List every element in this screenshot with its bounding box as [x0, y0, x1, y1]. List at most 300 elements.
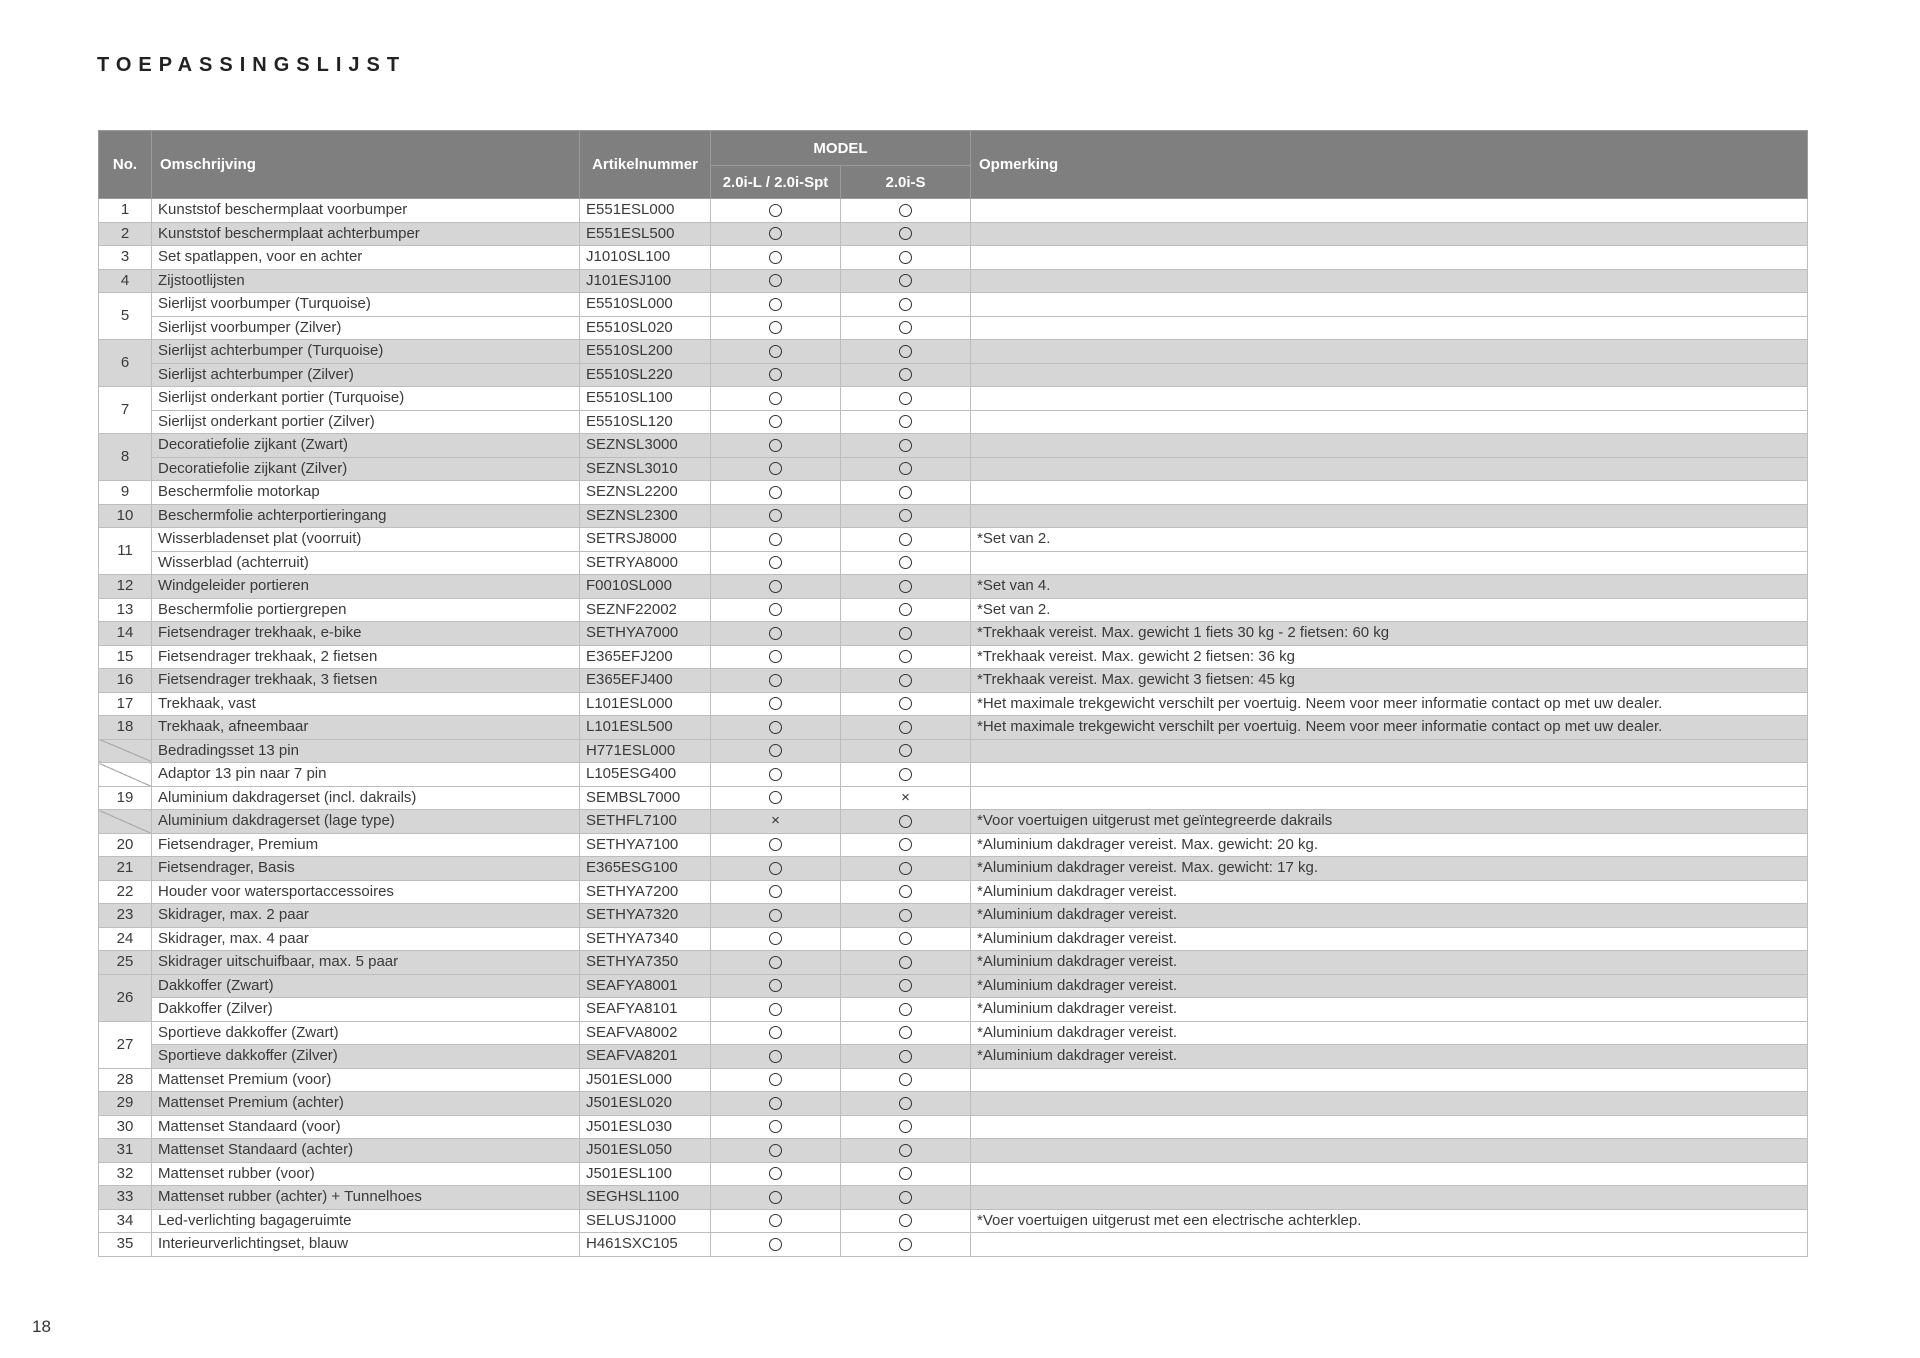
cell-artikelnummer: SETRSJ8000 [580, 528, 711, 552]
cell-omschrijving: Zijstootlijsten [152, 269, 580, 293]
cell-model-a [711, 786, 841, 810]
available-icon [769, 1144, 782, 1157]
available-icon [769, 509, 782, 522]
table-row [99, 316, 1808, 340]
cell-no: 26 [99, 974, 152, 1021]
cell-opmerking: *Aluminium dakdrager vereist. Max. gewicht: 20 kg. [971, 833, 1808, 857]
available-icon [769, 1167, 782, 1180]
cell-artikelnummer: J501ESL100 [580, 1162, 711, 1186]
available-icon [899, 1073, 912, 1086]
cell-model-b [841, 222, 971, 246]
cell-artikelnummer: SETHYA7100 [580, 833, 711, 857]
cell-model-a [711, 951, 841, 975]
available-icon [899, 462, 912, 475]
available-icon [899, 1050, 912, 1063]
cell-no: 28 [99, 1068, 152, 1092]
cell-model-a [711, 622, 841, 646]
cell-model-b [841, 1233, 971, 1257]
table-row [99, 1021, 1808, 1045]
cell-model-a [711, 1021, 841, 1045]
not-available-icon: × [901, 788, 910, 806]
cell-artikelnummer: E5510SL000 [580, 293, 711, 317]
available-icon [899, 1214, 912, 1227]
cell-model-a [711, 528, 841, 552]
cell-no: 22 [99, 880, 152, 904]
table-row [99, 645, 1808, 669]
available-icon [899, 1238, 912, 1251]
cell-omschrijving: Decoratiefolie zijkant (Zilver) [152, 457, 580, 481]
cell-opmerking: *Voor voertuigen uitgerust met geïntegreerde dakrails [971, 810, 1808, 834]
header-artikelnummer: Artikelnummer [580, 131, 711, 199]
table-row [99, 363, 1808, 387]
cell-model-b [841, 1092, 971, 1116]
cell-artikelnummer: H461SXC105 [580, 1233, 711, 1257]
cell-artikelnummer: E5510SL200 [580, 340, 711, 364]
cell-no: 17 [99, 692, 152, 716]
available-icon [769, 1003, 782, 1016]
cell-opmerking [971, 387, 1808, 411]
cell-no: 35 [99, 1233, 152, 1257]
cell-model-b [841, 387, 971, 411]
table-row [99, 810, 1808, 834]
cell-model-b [841, 598, 971, 622]
cell-omschrijving: Skidrager, max. 2 paar [152, 904, 580, 928]
cell-omschrijving: Mattenset Standaard (voor) [152, 1115, 580, 1139]
cell-no: 4 [99, 269, 152, 293]
cell-omschrijving: Skidrager, max. 4 paar [152, 927, 580, 951]
available-icon [769, 251, 782, 264]
cell-omschrijving: Trekhaak, vast [152, 692, 580, 716]
available-icon [899, 744, 912, 757]
cell-no: 14 [99, 622, 152, 646]
cell-omschrijving: Windgeleider portieren [152, 575, 580, 599]
table-row [99, 504, 1808, 528]
cell-model-b [841, 857, 971, 881]
cell-no: 16 [99, 669, 152, 693]
table-row [99, 1209, 1808, 1233]
cell-no [99, 810, 152, 834]
available-icon [769, 1191, 782, 1204]
cell-model-a [711, 1068, 841, 1092]
available-icon [769, 627, 782, 640]
available-icon [769, 909, 782, 922]
available-icon [769, 838, 782, 851]
cell-opmerking: *Aluminium dakdrager vereist. [971, 998, 1808, 1022]
available-icon [769, 1214, 782, 1227]
cell-omschrijving: Bedradingsset 13 pin [152, 739, 580, 763]
available-icon [899, 274, 912, 287]
cell-no: 8 [99, 434, 152, 481]
cell-model-b [841, 692, 971, 716]
cell-omschrijving: Fietsendrager trekhaak, e-bike [152, 622, 580, 646]
available-icon [769, 368, 782, 381]
cell-artikelnummer: L101ESL000 [580, 692, 711, 716]
cell-model-a [711, 1115, 841, 1139]
cell-omschrijving: Mattenset Premium (voor) [152, 1068, 580, 1092]
cell-no [99, 763, 152, 787]
available-icon [769, 744, 782, 757]
cell-no: 34 [99, 1209, 152, 1233]
cell-opmerking: *Trekhaak vereist. Max. gewicht 1 fiets 30 kg - 2 fietsen: 60 kg [971, 622, 1808, 646]
cell-opmerking [971, 1115, 1808, 1139]
cell-no: 32 [99, 1162, 152, 1186]
cell-model-b [841, 622, 971, 646]
cell-no: 12 [99, 575, 152, 599]
cell-model-a [711, 410, 841, 434]
available-icon [769, 227, 782, 240]
available-icon [769, 298, 782, 311]
table-row [99, 1186, 1808, 1210]
table-row [99, 551, 1808, 575]
cell-model-a [711, 904, 841, 928]
cell-artikelnummer: L101ESL500 [580, 716, 711, 740]
cell-omschrijving: Fietsendrager, Basis [152, 857, 580, 881]
cell-omschrijving: Wisserblad (achterruit) [152, 551, 580, 575]
cell-model-a [711, 363, 841, 387]
available-icon [899, 321, 912, 334]
table-row [99, 951, 1808, 975]
cell-model-a [711, 1045, 841, 1069]
cell-opmerking [971, 293, 1808, 317]
cell-artikelnummer: J501ESL020 [580, 1092, 711, 1116]
cell-model-a [711, 293, 841, 317]
cell-no: 9 [99, 481, 152, 505]
cell-omschrijving: Sierlijst achterbumper (Zilver) [152, 363, 580, 387]
cell-model-b [841, 340, 971, 364]
cell-model-a [711, 575, 841, 599]
available-icon [899, 1003, 912, 1016]
available-icon [769, 1097, 782, 1110]
cell-artikelnummer: SETHYA7340 [580, 927, 711, 951]
cell-opmerking: *Set van 2. [971, 528, 1808, 552]
cell-no [99, 739, 152, 763]
cell-no: 11 [99, 528, 152, 575]
table-row [99, 1162, 1808, 1186]
cell-model-b [841, 645, 971, 669]
cell-omschrijving: Set spatlappen, voor en achter [152, 246, 580, 270]
cell-opmerking: *Het maximale trekgewicht verschilt per voertuig. Neem voor meer informatie contact op met uw dealer. [971, 716, 1808, 740]
cell-opmerking [971, 1092, 1808, 1116]
cell-artikelnummer: SETHYA7200 [580, 880, 711, 904]
table-row [99, 880, 1808, 904]
available-icon [769, 1238, 782, 1251]
cell-opmerking [971, 199, 1808, 223]
cell-artikelnummer: E5510SL100 [580, 387, 711, 411]
available-icon [899, 486, 912, 499]
cell-model-a [711, 692, 841, 716]
cell-model-a [711, 434, 841, 458]
cell-model-b [841, 1139, 971, 1163]
cell-model-b [841, 293, 971, 317]
available-icon [899, 439, 912, 452]
available-icon [769, 415, 782, 428]
cell-no: 25 [99, 951, 152, 975]
cell-model-b [841, 551, 971, 575]
available-icon [899, 768, 912, 781]
cell-no: 15 [99, 645, 152, 669]
available-icon [769, 345, 782, 358]
table-row [99, 927, 1808, 951]
cell-model-a [711, 1233, 841, 1257]
cell-artikelnummer: SEZNSL3010 [580, 457, 711, 481]
cell-opmerking [971, 269, 1808, 293]
available-icon [769, 321, 782, 334]
cell-artikelnummer: E5510SL120 [580, 410, 711, 434]
cell-opmerking [971, 410, 1808, 434]
cell-model-b [841, 199, 971, 223]
cell-opmerking: *Set van 4. [971, 575, 1808, 599]
cell-artikelnummer: E551ESL500 [580, 222, 711, 246]
cell-artikelnummer: E365EFJ400 [580, 669, 711, 693]
cell-artikelnummer: SEAFYA8001 [580, 974, 711, 998]
table-row [99, 1045, 1808, 1069]
available-icon [899, 1167, 912, 1180]
available-icon [899, 603, 912, 616]
cell-model-a [711, 340, 841, 364]
cell-omschrijving: Kunststof beschermplaat voorbumper [152, 199, 580, 223]
cell-opmerking: *Trekhaak vereist. Max. gewicht 3 fietsen: 45 kg [971, 669, 1808, 693]
available-icon [899, 298, 912, 311]
cell-model-b [841, 269, 971, 293]
table-row [99, 528, 1808, 552]
page-title: TOEPASSINGSLIJST [97, 54, 407, 76]
available-icon [769, 885, 782, 898]
cell-omschrijving: Sierlijst achterbumper (Turquoise) [152, 340, 580, 364]
cell-opmerking: *Aluminium dakdrager vereist. [971, 951, 1808, 975]
cell-omschrijving: Mattenset Standaard (achter) [152, 1139, 580, 1163]
cell-opmerking [971, 504, 1808, 528]
available-icon [769, 580, 782, 593]
available-icon [899, 1191, 912, 1204]
cell-artikelnummer: F0010SL000 [580, 575, 711, 599]
cell-artikelnummer: SEZNF22002 [580, 598, 711, 622]
available-icon [899, 956, 912, 969]
table-row [99, 739, 1808, 763]
page-number: 18 [32, 1317, 51, 1336]
cell-model-b [841, 669, 971, 693]
cell-model-a [711, 739, 841, 763]
cell-opmerking: *Voer voertuigen uitgerust met een electrische achterklep. [971, 1209, 1808, 1233]
available-icon [899, 1120, 912, 1133]
available-icon [899, 368, 912, 381]
header-no: No. [99, 131, 152, 199]
cell-model-a [711, 1186, 841, 1210]
cell-model-b [841, 810, 971, 834]
cell-opmerking: *Aluminium dakdrager vereist. [971, 1045, 1808, 1069]
cell-model-b [841, 1021, 971, 1045]
available-icon [899, 415, 912, 428]
cell-opmerking [971, 1139, 1808, 1163]
cell-opmerking [971, 763, 1808, 787]
cell-omschrijving: Led-verlichting bagageruimte [152, 1209, 580, 1233]
cell-omschrijving: Sierlijst onderkant portier (Zilver) [152, 410, 580, 434]
cell-artikelnummer: J501ESL050 [580, 1139, 711, 1163]
cell-model-a [711, 316, 841, 340]
cell-opmerking [971, 1186, 1808, 1210]
cell-no: 30 [99, 1115, 152, 1139]
cell-omschrijving: Trekhaak, afneembaar [152, 716, 580, 740]
table-row [99, 974, 1808, 998]
cell-model-a [711, 269, 841, 293]
cell-omschrijving: Aluminium dakdragerset (lage type) [152, 810, 580, 834]
cell-no: 33 [99, 1186, 152, 1210]
cell-opmerking [971, 434, 1808, 458]
cell-model-a [711, 481, 841, 505]
cell-omschrijving: Fietsendrager, Premium [152, 833, 580, 857]
header-omschrijving: Omschrijving [152, 131, 580, 199]
cell-opmerking: *Aluminium dakdrager vereist. [971, 927, 1808, 951]
cell-model-b [841, 1045, 971, 1069]
cell-model-b [841, 739, 971, 763]
cell-model-b [841, 763, 971, 787]
cell-no: 6 [99, 340, 152, 387]
cell-opmerking [971, 222, 1808, 246]
cell-model-b [841, 974, 971, 998]
available-icon [899, 533, 912, 546]
header-model-b: 2.0i-S [841, 166, 971, 199]
cell-omschrijving: Dakkoffer (Zilver) [152, 998, 580, 1022]
available-icon [769, 979, 782, 992]
table-row [99, 598, 1808, 622]
cell-model-b [841, 951, 971, 975]
cell-opmerking [971, 786, 1808, 810]
cell-model-b [841, 504, 971, 528]
cell-omschrijving: Sierlijst voorbumper (Turquoise) [152, 293, 580, 317]
cell-opmerking: *Aluminium dakdrager vereist. [971, 1021, 1808, 1045]
cell-model-a [711, 598, 841, 622]
available-icon [769, 462, 782, 475]
table-row [99, 575, 1808, 599]
cell-model-a [711, 974, 841, 998]
cell-omschrijving: Houder voor watersportaccessoires [152, 880, 580, 904]
available-icon [899, 650, 912, 663]
header-model-a: 2.0i-L / 2.0i-Spt [711, 166, 841, 199]
cell-opmerking [971, 457, 1808, 481]
cell-model-b [841, 904, 971, 928]
cell-artikelnummer: J501ESL030 [580, 1115, 711, 1139]
cell-omschrijving: Kunststof beschermplaat achterbumper [152, 222, 580, 246]
cell-no: 24 [99, 927, 152, 951]
available-icon [899, 227, 912, 240]
table-row [99, 1068, 1808, 1092]
cell-model-b [841, 1115, 971, 1139]
cell-model-a [711, 1209, 841, 1233]
available-icon [769, 1073, 782, 1086]
table-body [99, 199, 1808, 1257]
cell-no: 3 [99, 246, 152, 270]
cell-no: 31 [99, 1139, 152, 1163]
cell-no: 23 [99, 904, 152, 928]
available-icon [899, 345, 912, 358]
cell-opmerking: *Aluminium dakdrager vereist. [971, 904, 1808, 928]
cell-artikelnummer: E551ESL000 [580, 199, 711, 223]
available-icon [899, 862, 912, 875]
available-icon [899, 979, 912, 992]
cell-model-b [841, 575, 971, 599]
cell-omschrijving: Skidrager uitschuifbaar, max. 5 paar [152, 951, 580, 975]
header-model: MODEL [711, 131, 971, 166]
cell-opmerking [971, 1162, 1808, 1186]
cell-model-b [841, 880, 971, 904]
cell-artikelnummer: SEAFVA8002 [580, 1021, 711, 1045]
cell-model-b [841, 833, 971, 857]
cell-opmerking [971, 1233, 1808, 1257]
cell-artikelnummer: SETHYA7000 [580, 622, 711, 646]
table-row [99, 457, 1808, 481]
table-row [99, 199, 1808, 223]
available-icon [769, 274, 782, 287]
cell-no: 2 [99, 222, 152, 246]
cell-artikelnummer: J101ESJ100 [580, 269, 711, 293]
cell-no: 19 [99, 786, 152, 810]
available-icon [899, 838, 912, 851]
cell-artikelnummer: SEZNSL2300 [580, 504, 711, 528]
available-icon [769, 603, 782, 616]
cell-omschrijving: Beschermfolie portiergrepen [152, 598, 580, 622]
cell-opmerking: *Het maximale trekgewicht verschilt per voertuig. Neem voor meer informatie contact op met uw dealer. [971, 692, 1808, 716]
cell-omschrijving: Aluminium dakdragerset (incl. dakrails) [152, 786, 580, 810]
table-row [99, 222, 1808, 246]
cell-omschrijving: Mattenset rubber (achter) + Tunnelhoes [152, 1186, 580, 1210]
cell-artikelnummer: SEZNSL3000 [580, 434, 711, 458]
table-row [99, 340, 1808, 364]
cell-omschrijving: Beschermfolie motorkap [152, 481, 580, 505]
cell-omschrijving: Sierlijst voorbumper (Zilver) [152, 316, 580, 340]
cell-model-b [841, 434, 971, 458]
cell-opmerking: *Aluminium dakdrager vereist. Max. gewicht: 17 kg. [971, 857, 1808, 881]
cell-omschrijving: Mattenset rubber (voor) [152, 1162, 580, 1186]
cell-no: 29 [99, 1092, 152, 1116]
available-icon [899, 697, 912, 710]
table-row [99, 1139, 1808, 1163]
cell-opmerking [971, 481, 1808, 505]
cell-model-a [711, 457, 841, 481]
cell-no: 1 [99, 199, 152, 223]
cell-no: 13 [99, 598, 152, 622]
cell-model-a [711, 1139, 841, 1163]
cell-artikelnummer: E365EFJ200 [580, 645, 711, 669]
cell-no: 7 [99, 387, 152, 434]
cell-opmerking: *Trekhaak vereist. Max. gewicht 2 fietsen: 36 kg [971, 645, 1808, 669]
available-icon [769, 862, 782, 875]
available-icon [899, 627, 912, 640]
cell-model-a [711, 669, 841, 693]
cell-model-a [711, 1162, 841, 1186]
available-icon [769, 650, 782, 663]
cell-artikelnummer: H771ESL000 [580, 739, 711, 763]
available-icon [899, 674, 912, 687]
cell-model-b [841, 786, 971, 810]
cell-model-a [711, 551, 841, 575]
table-row [99, 904, 1808, 928]
cell-model-b [841, 481, 971, 505]
table-row [99, 481, 1808, 505]
available-icon [769, 392, 782, 405]
not-available-icon: × [771, 812, 780, 830]
cell-opmerking [971, 551, 1808, 575]
header-opmerking: Opmerking [971, 131, 1808, 199]
cell-model-b [841, 1162, 971, 1186]
table-row [99, 246, 1808, 270]
table-row [99, 293, 1808, 317]
cell-model-a [711, 645, 841, 669]
available-icon [769, 791, 782, 804]
cell-artikelnummer: SETHYA7320 [580, 904, 711, 928]
cell-model-a [711, 387, 841, 411]
cell-model-a [711, 763, 841, 787]
cell-opmerking [971, 363, 1808, 387]
cell-no: 21 [99, 857, 152, 881]
